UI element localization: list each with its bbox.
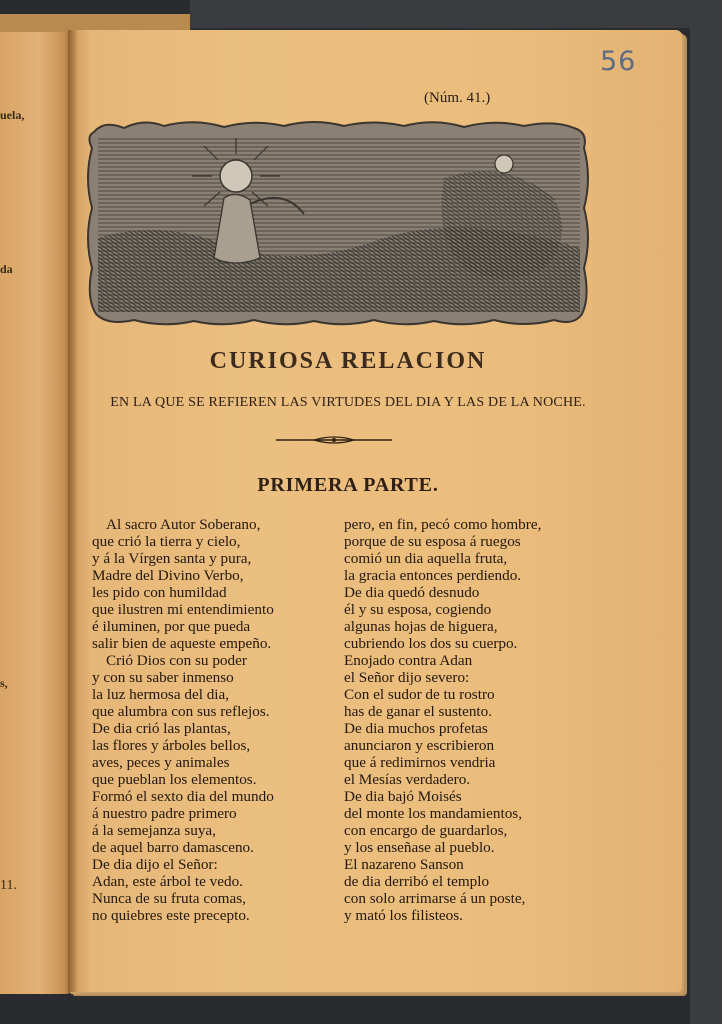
left-fragment: 11. bbox=[0, 878, 17, 893]
verse-line: Crió Dios con su poder bbox=[106, 652, 247, 669]
verse-line: y con su saber inmenso bbox=[92, 669, 234, 686]
background-top bbox=[190, 0, 722, 28]
verse-line: él y su esposa, cogiendo bbox=[344, 601, 492, 618]
verse-line: de aquel barro damasceno. bbox=[92, 839, 254, 856]
verse-line: las flores y árboles bellos, bbox=[92, 737, 251, 754]
page-number: 56 bbox=[600, 46, 637, 77]
verse-line: algunas hojas de higuera, bbox=[344, 618, 498, 635]
verse-line: del monte los mandamientos, bbox=[344, 805, 523, 822]
verse-line: y á la Vírgen santa y pura, bbox=[92, 550, 252, 567]
woodcut-engraving bbox=[84, 118, 592, 328]
verse-line: De dia dijo el Señor: bbox=[92, 856, 218, 873]
right-page bbox=[68, 30, 682, 992]
verse-line: de dia derribó el templo bbox=[344, 873, 490, 890]
verse-line: con solo arrimarse á un poste, bbox=[344, 890, 526, 907]
ornament-divider bbox=[274, 434, 394, 446]
verse-line: El nazareno Sanson bbox=[344, 856, 464, 873]
verse-line: que á redimirnos vendria bbox=[344, 754, 496, 771]
verse-line: anunciaron y escribieron bbox=[344, 737, 495, 754]
verse-column-right bbox=[344, 516, 541, 924]
verse-line: De dia bajó Moisés bbox=[344, 788, 462, 805]
left-fragment: da bbox=[0, 262, 13, 276]
verse-line: que crió la tierra y cielo, bbox=[92, 533, 241, 550]
verse-line: comió un dia aquella fruta, bbox=[344, 550, 508, 567]
verse-line: porque de su esposa á ruegos bbox=[344, 533, 521, 550]
verse-line: pero, en fin, pecó como hombre, bbox=[344, 516, 542, 533]
left-page bbox=[0, 32, 72, 994]
verse-line: De dia quedó desnudo bbox=[344, 584, 480, 601]
verse-line: salir bien de aqueste empeño. bbox=[92, 635, 272, 652]
verse-line: é iluminen, por que pueda bbox=[92, 618, 251, 635]
verse-line: no quiebres este precepto. bbox=[92, 907, 250, 924]
verse-line: á nuestro padre primero bbox=[92, 805, 237, 822]
subtitle: EN LA QUE SE REFIEREN LAS VIRTUDES DEL DIA Y LAS DE LA NOCHE. bbox=[110, 395, 586, 410]
verse-line: Nunca de su fruta comas, bbox=[92, 890, 246, 907]
verse-line: les pido con humildad bbox=[92, 584, 227, 601]
main-title: CURIOSA RELACION bbox=[209, 348, 487, 374]
issue-number: (Núm. 41.) bbox=[424, 90, 491, 106]
verse-line: á la semejanza suya, bbox=[92, 822, 216, 839]
verse-line: el Señor dijo severo: bbox=[344, 669, 470, 686]
left-fragment: s, bbox=[0, 676, 8, 690]
verse-line: que alumbra con sus reflejos. bbox=[92, 703, 270, 720]
part-heading: PRIMERA PARTE. bbox=[257, 474, 439, 496]
verse-line: que pueblan los elementos. bbox=[92, 771, 257, 788]
verse-line: Adan, este árbol te vedo. bbox=[92, 873, 243, 890]
left-fragment: uela, bbox=[0, 108, 25, 122]
verse-column-left bbox=[92, 516, 274, 924]
verse-line: y los enseñase al pueblo. bbox=[344, 839, 495, 856]
verse-line: Enojado contra Adan bbox=[344, 652, 473, 669]
verse-line: con encargo de guardarlos, bbox=[344, 822, 508, 839]
verse-line: De dia muchos profetas bbox=[344, 720, 488, 737]
verse-line: Madre del Divino Verbo, bbox=[92, 567, 244, 584]
verse-line: el Mesías verdadero. bbox=[344, 771, 471, 788]
verse-line: la luz hermosa del dia, bbox=[92, 686, 230, 703]
verse-line: De dia crió las plantas, bbox=[92, 720, 231, 737]
verse-line: que ilustren mi entendimiento bbox=[92, 601, 274, 618]
verse-line: cubriendo los dos su cuerpo. bbox=[344, 635, 518, 652]
verse-line: Formó el sexto dia del mundo bbox=[92, 788, 274, 805]
verse-line: has de ganar el sustento. bbox=[344, 703, 493, 720]
verse-line: aves, peces y animales bbox=[92, 754, 230, 771]
verse-line: Al sacro Autor Soberano, bbox=[106, 516, 261, 533]
verse-line: Con el sudor de tu rostro bbox=[344, 686, 495, 703]
verse-line: la gracia entonces perdiendo. bbox=[344, 567, 522, 584]
verse-line: y mató los filisteos. bbox=[344, 907, 463, 924]
background-right bbox=[690, 0, 722, 1024]
page-gutter bbox=[68, 30, 78, 992]
